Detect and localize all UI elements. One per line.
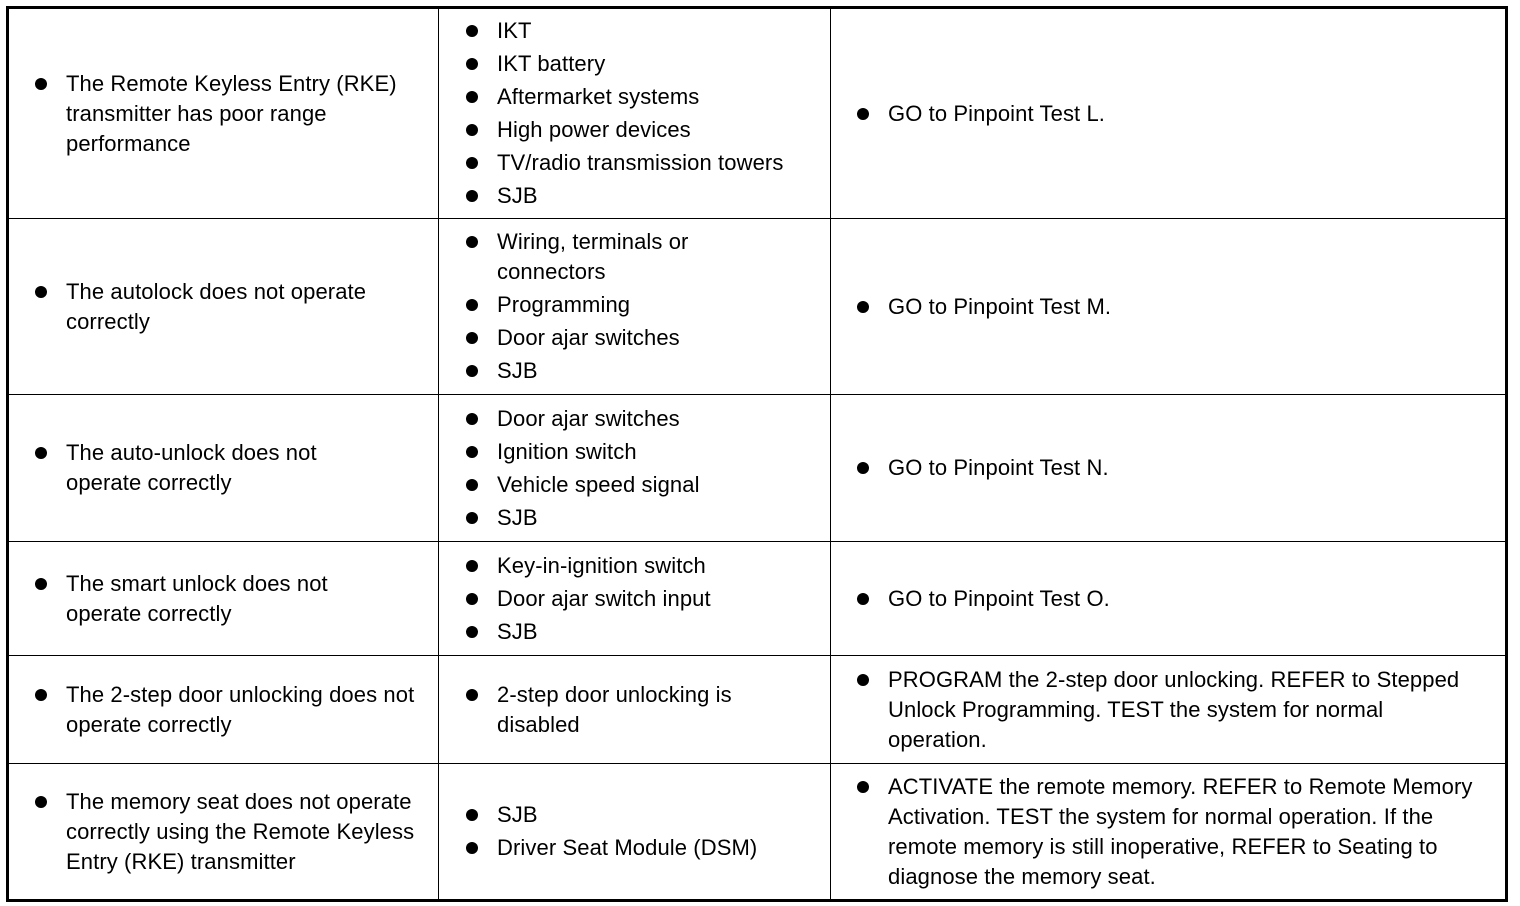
bullet-icon [466,809,478,821]
bullet-icon [466,512,478,524]
table-row [8,764,1507,901]
symptom-cell [8,395,439,542]
cause-text: IKT [497,18,532,43]
bullet-icon [857,301,869,313]
bullet-icon [466,413,478,425]
bullet-icon [466,190,478,202]
bullet-icon [35,578,47,590]
bullet-icon [466,446,478,458]
bullet-icon [466,299,478,311]
action-text: PROGRAM the 2-step door unlocking. REFER to Stepped Unlock Programming. TEST the system for normal operation. [888,666,1460,752]
list-item [831,99,1505,129]
cause-cell [439,8,831,219]
list-item [9,69,438,159]
list-item [9,680,438,740]
bullet-icon [857,108,869,120]
bullet-icon [35,689,47,701]
list-item [831,772,1505,892]
symptom-cell [8,219,439,395]
action-text: ACTIVATE the remote memory. REFER to Remote Memory Activation. TEST the system for normal operation. If the remote memory is still inoperative, REFER to Seating to diagnose the memory seat. [888,773,1473,889]
bullet-icon [466,842,478,854]
cause-text: SJB [497,618,538,644]
action-cell [831,764,1507,901]
bullet-icon [466,91,478,103]
list-item [439,181,830,211]
action-text: GO to Pinpoint Test N. [888,455,1109,480]
symptom-text: The smart unlock does not operate correctly [66,570,328,626]
cause-text: Aftermarket systems [497,84,700,109]
list-item [9,787,438,877]
list-item [439,115,830,145]
bullet-icon [466,689,478,701]
list-item [439,49,830,79]
cause-text: High power devices [497,117,691,142]
symptom-text: The 2-step door unlocking does not operate correctly [66,681,415,737]
symptom-cell [8,542,439,656]
action-cell [831,219,1507,395]
bullet-icon [35,796,47,808]
bullet-icon [466,124,478,136]
table-row [8,395,1507,542]
table-row [8,8,1507,219]
cause-cell [439,395,831,542]
list-item [439,404,830,434]
action-text: GO to Pinpoint Test L. [888,100,1106,126]
list-item [9,569,438,629]
list-item [439,82,830,112]
list-item [439,584,830,614]
list-item [831,665,1505,755]
action-cell [831,656,1507,764]
action-text: GO to Pinpoint Test O. [888,585,1110,611]
cause-text: Door ajar switches [497,405,680,431]
cause-text: SJB [497,183,538,208]
bullet-icon [466,560,478,572]
list-item [439,148,830,178]
cause-text: Programming [497,292,631,317]
bullet-icon [857,674,869,686]
bullet-icon [466,58,478,70]
list-item [831,584,1505,614]
list-item [831,453,1505,483]
list-item [439,323,830,353]
list-item [439,833,830,863]
list-item [439,227,830,287]
symptom-text: The auto-unlock does not operate correctly [66,440,317,495]
list-item [439,551,830,581]
cause-text: TV/radio transmission towers [497,150,784,175]
list-item [439,503,830,533]
action-cell [831,8,1507,219]
cause-text: Vehicle speed signal [497,471,700,497]
bullet-icon [35,286,47,298]
bullet-icon [35,447,47,459]
list-item [9,438,438,498]
cause-cell [439,219,831,395]
action-cell [831,542,1507,656]
list-item [439,437,830,467]
bullet-icon [466,626,478,638]
cause-text: SJB [497,358,538,383]
action-cell [831,395,1507,542]
symptom-cell [8,8,439,219]
cause-cell [439,542,831,656]
table-row [8,219,1507,395]
bullet-icon [466,25,478,37]
cause-text: SJB [497,802,538,827]
bullet-icon [857,462,869,474]
symptom-text: The autolock does not operate correctly [66,278,367,334]
cause-text: SJB [497,504,538,530]
bullet-icon [857,593,869,605]
table-row [8,542,1507,656]
list-item [439,617,830,647]
bullet-icon [466,365,478,377]
cause-text: Door ajar switch input [497,585,711,611]
list-item [439,470,830,500]
cause-cell [439,764,831,901]
cause-text: Wiring, terminals or connectors [497,229,689,284]
bullet-icon [466,332,478,344]
list-item [831,292,1505,322]
cause-text: Driver Seat Module (DSM) [497,835,758,860]
bullet-icon [466,593,478,605]
symptom-text: The memory seat does not operate correctly using the Remote Keyless Entry (RKE) transmitter [66,788,415,874]
cause-text: Key-in-ignition switch [497,552,706,578]
cause-text: 2-step door unlocking is disabled [497,681,732,737]
bullet-icon [857,781,869,793]
cause-text: IKT battery [497,51,606,76]
table-row [8,656,1507,764]
list-item [439,290,830,320]
symptom-text: The Remote Keyless Entry (RKE) transmitter has poor range performance [66,70,397,156]
cause-text: Ignition switch [497,438,637,464]
cause-cell [439,656,831,764]
symptom-cell [8,656,439,764]
diagnosis-table [6,6,1508,902]
bullet-icon [466,236,478,248]
list-item [439,16,830,46]
bullet-icon [466,157,478,169]
symptom-cell [8,764,439,901]
list-item [439,800,830,830]
list-item [9,277,438,337]
bullet-icon [35,78,47,90]
list-item [439,356,830,386]
list-item [439,680,830,740]
action-text: GO to Pinpoint Test M. [888,293,1112,319]
bullet-icon [466,479,478,491]
cause-text: Door ajar switches [497,325,680,350]
